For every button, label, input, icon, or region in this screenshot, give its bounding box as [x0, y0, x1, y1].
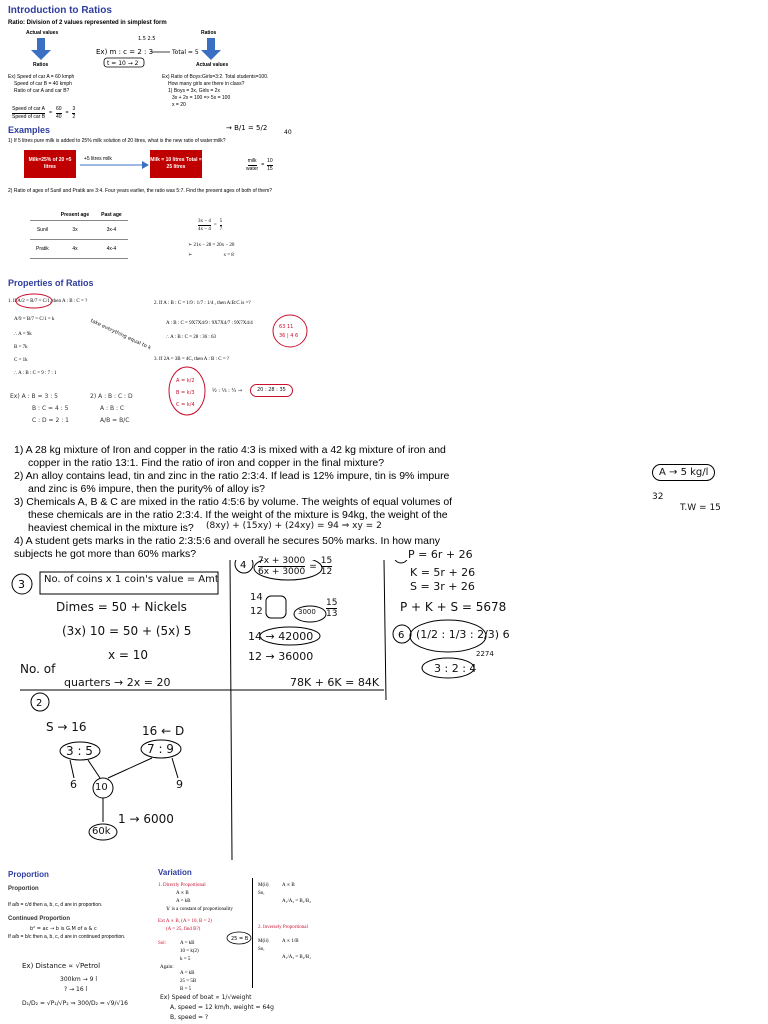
down-arrow-icon	[30, 38, 52, 60]
practice-questions	[14, 444, 694, 561]
p1-line: ∴ A : B : C = 9 : 7 : 1	[14, 371, 57, 376]
sol-line: k = 5	[180, 957, 191, 962]
table-cell: Pratik	[30, 240, 55, 259]
example1-text	[8, 74, 74, 95]
ex2-line: How many girls are there in class?	[168, 81, 245, 87]
m2-label: M(ii)	[258, 883, 269, 888]
inverse-relation: A ∝ 1/B	[282, 939, 299, 944]
table-header-cell	[30, 210, 55, 221]
ex1-line: Ex) Speed of car A = 60 kmph	[8, 74, 75, 80]
ex2-line: 3x + 2x = 100 => 5x = 100	[172, 95, 231, 101]
table-row	[30, 221, 128, 240]
handwritten-n9: 9	[176, 778, 183, 791]
solution-label: Sol:	[158, 941, 167, 946]
proportion-line: If a/b = c/d then a, b, c, d are in proportion.	[8, 902, 103, 908]
handwritten-60k: 60k	[92, 826, 111, 837]
svg-text:6: 6	[398, 630, 405, 641]
eq-numerator: 60	[56, 106, 62, 112]
handwritten-frac6: (1/2 : 1/3 : 2/3) 6	[416, 628, 510, 641]
handwritten-ratio-79: 7 : 9	[147, 742, 174, 756]
svg-text:B = k/3: B = k/3	[176, 390, 195, 396]
handwritten-speed-boat: Ex) Speed of boat ∝ 1/√weight	[160, 994, 252, 1001]
property-q3: 3. If 2A = 3B = 4C, then A : B : C = ?	[154, 357, 230, 362]
handwritten-weights-eq: (8xy) + (15xy) + (24xy) = 94 ⇒ xy = 2	[206, 521, 382, 531]
ratio-definition: Ratio: Division of 2 values represented in simplest form	[8, 20, 167, 26]
down-arrow-icon	[200, 38, 222, 60]
handwritten-speed-a: A, speed = 12 km/h, weight = 64g	[170, 1004, 274, 1011]
direct-line: 'k' is a constant of proportionality	[166, 907, 233, 912]
eq-denominator: water	[246, 166, 259, 172]
properties-title: Properties of Ratios	[8, 278, 94, 288]
svg-text:A/B = B/C: A/B = B/C	[100, 417, 130, 424]
handwritten-n10: 10	[95, 782, 108, 793]
svg-text:25 = B: 25 = B	[231, 936, 249, 942]
handwritten-n14: 14	[250, 592, 263, 603]
table-cell: 4x	[55, 240, 95, 259]
variation-title: Variation	[158, 868, 192, 877]
milk-water-ratio: $\frac{\text{milk}}{\text{water}}$ = $\frac{10}{15}$	[246, 158, 273, 172]
handwritten-gm-note: b² = ac → b is G.M of a & c	[30, 926, 97, 932]
sol-line: A = kB	[180, 941, 195, 946]
ratios-label: Ratios	[33, 62, 49, 68]
question-line: copper in the ratio 13:1. Find the ratio of iron and copper in the final mixture?	[28, 457, 385, 469]
m2-formula: A₁/A₂ = B₁/B₂	[282, 899, 311, 904]
handwritten-36000: 12 → 36000	[248, 650, 314, 663]
eq-denominator: 12	[320, 567, 333, 577]
actual-values-label: Actual values	[26, 30, 59, 36]
eq-numerator: milk	[247, 158, 257, 164]
red-note: take everything equal to k	[89, 318, 152, 352]
handwritten-coins-formula: No. of coins x 1 coin's value = Amt	[44, 574, 219, 585]
ex2-line: x = 20	[172, 102, 186, 108]
svg-text:A : B : C: A : B : C	[100, 405, 125, 412]
handwritten-324: 3 : 2 : 4	[434, 662, 477, 675]
direct-line: A ∝ B	[176, 891, 189, 896]
ex2-line: 1) Boys = 3x, Girls = 2x	[168, 88, 220, 94]
handwritten-q4-equation: $\frac{7x + 3000}{6x + 3000}$ = $\frac{15}{12}$	[258, 556, 333, 577]
handwritten-300km: 300km → 9 l	[60, 976, 98, 983]
plus-milk-label: +5 litres milk	[84, 156, 112, 162]
eq-numerator: 5	[219, 219, 223, 224]
handwritten-d1d2: D₁/D₂ = √P₁/√P₂ ⇒ 300/D₂ = √9/√16	[22, 1000, 128, 1007]
question-line: 1) A 28 kg mixture of Iron and copper in the ratio 4:3 is mixed with a 42 kg mixture of iron and	[14, 444, 446, 456]
eq-numerator: 10	[267, 158, 273, 164]
question-line: 3) Chemicals A, B & C are mixed in the ratio 4:5:6 by volume. The weights of equal volumes of	[14, 496, 453, 508]
ex2-line: Ex) Ratio of Boys:Girls=3:2. Total students=100.	[162, 74, 269, 80]
again-line: B = 5	[180, 987, 192, 992]
eq-step: 21x − 28 = 20x − 20	[193, 243, 235, 248]
eq-numerator: 3x − 4	[198, 219, 211, 224]
eq-denominator: 4x − 4	[198, 227, 211, 232]
table-row	[30, 240, 128, 259]
table-cell: 3x	[55, 221, 95, 240]
property-p1-work	[14, 316, 57, 377]
red-circle-annotation	[162, 364, 212, 416]
p1-line: C = 1k	[14, 358, 28, 363]
property-q2: 2. If A : B : C = 1/9 : 1/7 : 1/4 , then A:B:C is =?	[154, 301, 251, 306]
eq-numerator: Speed of car A	[12, 106, 45, 112]
table-cell: 3x-4	[95, 221, 128, 240]
question-line: 4) A student gets marks in the ratio 2:3:5:6 and overall he secures 50% marks. In how many	[14, 535, 441, 547]
again-label: Again:	[160, 965, 174, 970]
proportion-subtitle: Proportion	[8, 886, 39, 892]
handwritten-p5-line: P = 6r + 26	[408, 548, 473, 561]
svg-text:40: 40	[284, 129, 292, 136]
question-line: and zinc is 6% impure, then the purity% of alloy is?	[28, 483, 265, 495]
table-cell: Sunil	[30, 221, 55, 240]
svg-text:A = k/2: A = k/2	[176, 378, 195, 384]
continued-proportion-line: If a/b = b/c then a, b, c, d are in continued proportion.	[8, 934, 126, 940]
direct-example-2: (A = 25, find B?)	[166, 927, 201, 932]
example-q1: 1) If 5 litres pure milk is added to 25% milk solution of 20 litres, what is the new ratio of water:milk?	[8, 138, 226, 144]
ages-eq-step2: ➢ 21x − 28 = 20x − 20	[188, 243, 235, 248]
svg-text:Ex) A : B = 3 : 5: Ex) A : B = 3 : 5	[10, 393, 58, 400]
svg-text:1.5 2.5: 1.5 2.5	[138, 36, 156, 42]
direct-line: A = kB	[176, 899, 191, 904]
p1-line: ∴ A = 9k	[14, 332, 32, 337]
handwritten-fraction	[226, 118, 306, 144]
property-p2-line2: ∴ A : B : C = 28 : 36 : 63	[166, 335, 217, 340]
question-line: these chemicals are in the ratio 2:3:4. If the weight of the mixture is 94kg, the weight of the	[28, 509, 448, 521]
example-q2: 2) Ratio of ages of Sunil and Pratik are 3:4. Four years earlier, the ratio was 5:7. Find the present ages of both of them?	[8, 188, 273, 194]
milk-box-2: Milk = 10 litres Total = 25 litres	[150, 150, 202, 178]
handwritten-p5-line: K = 5r + 26	[410, 566, 476, 579]
ages-table	[30, 210, 128, 259]
svg-text:Total = 5: Total = 5	[172, 49, 199, 56]
table-cell: 4x-4	[95, 240, 128, 259]
svg-text:36 | 4 6: 36 | 4 6	[279, 333, 299, 339]
direct-proportional-label: 1. Directly Proportional	[158, 883, 206, 888]
handwritten-s16: S → 16	[46, 720, 87, 734]
svg-text:4: 4	[240, 560, 247, 571]
eq-denominator: 6x + 3000	[258, 567, 306, 577]
handwritten-tw: T.W = 15	[680, 503, 721, 513]
eq-numerator: 15	[320, 556, 333, 566]
svg-text:C : D = 2 : 1: C : D = 2 : 1	[32, 417, 69, 424]
eq-numerator: 3	[72, 106, 76, 112]
svg-text:C = k/4: C = k/4	[176, 402, 195, 408]
red-ratio-answer: 20 : 28 : 35	[250, 384, 293, 397]
handwritten-15-13	[326, 598, 337, 619]
m2b-so: So,	[258, 947, 265, 952]
question-line: subjects he got more than 60% marks?	[14, 548, 197, 560]
svg-text:2: 2	[36, 698, 43, 709]
table-header-cell: Past age	[95, 210, 128, 221]
sol-line: 10 = k(2)	[180, 949, 199, 954]
eq-denominator: 40	[56, 114, 62, 120]
handwritten-32: 32	[652, 492, 664, 502]
example2-text	[162, 74, 268, 109]
again-line: A = kB	[180, 971, 195, 976]
handwritten-x10: x = 10	[108, 648, 149, 662]
eq-denominator: 13	[326, 609, 338, 619]
handwritten-dimes: Dimes = 50 + Nickels	[56, 600, 187, 614]
property-q1: 1. If A/2 = B/7 = C/1, then A : B : C = ?	[8, 299, 88, 304]
handwritten-density-note: A → 5 kg/l	[652, 464, 715, 481]
m2-relation: A ∝ B	[282, 883, 295, 888]
handwritten-ratio-35: 3 : 5	[66, 744, 93, 758]
handwritten-d16: 16 ← D	[142, 724, 185, 738]
svg-text:B : C = 4 : 5: B : C = 4 : 5	[32, 405, 69, 412]
variation-divider	[252, 878, 253, 988]
proportion-title: Proportion	[8, 870, 49, 879]
ages-eq-step3: ➢ x = 8	[188, 253, 234, 258]
eq-denominator: 15	[267, 166, 273, 172]
inverse-proportional-label: 2. Inversely Proportional	[258, 925, 308, 930]
handwritten-84k: 78K + 6K = 84K	[290, 676, 380, 689]
eq-denominator: 2	[72, 114, 76, 120]
handwritten-42000: 14 → 42000	[248, 630, 314, 643]
svg-text:t = 10 → 2: t = 10 → 2	[107, 60, 139, 67]
p1-line: B = 7k	[14, 345, 28, 350]
handwritten-ratio-work	[10, 388, 160, 432]
ex1-line: Ratio of car A and car B?	[14, 88, 70, 94]
ages-equation: $\frac{3x - 4}{4x - 4}$ = $\frac{5}{7}$	[198, 219, 223, 232]
handwritten-quarters-a: No. of	[20, 662, 56, 676]
eq-numerator: 7x + 3000	[258, 556, 306, 566]
handwritten-16l: ? → 16 l	[64, 986, 88, 993]
m2b-label: M(ii)	[258, 939, 269, 944]
handwritten-quarters-b: quarters → 2x = 20	[64, 676, 171, 689]
eq-numerator: 15	[326, 598, 338, 608]
p1-line: A/9 = B/7 = C/1 = k	[14, 317, 55, 322]
milk-box-1: Milk=25% of 20 =5 litres	[24, 150, 76, 178]
handwritten-2274: 2274	[476, 650, 494, 658]
handwritten-distance-petrol: Ex) Distance ∝ √Petrol	[22, 962, 101, 970]
handwritten-p5-sum: P + K + S = 5678	[400, 600, 507, 614]
actual-values-label-right: Actual values	[196, 62, 229, 68]
examples-title: Examples	[8, 125, 51, 135]
svg-text:→ B/1 = 5/2: → B/1 = 5/2	[226, 124, 268, 132]
ex1-line: Speed of car B = 40 kmph	[14, 81, 72, 87]
svg-text:63 11: 63 11	[279, 324, 294, 330]
svg-text:2) A : B : C : D: 2) A : B : C : D	[90, 393, 133, 400]
red-circle-annotation	[270, 312, 310, 350]
handwritten-n6: 6	[70, 778, 77, 791]
inverse-formula: A₁/A₂ = B₂/B₁	[282, 955, 311, 960]
eq-step: x = 8	[223, 253, 234, 258]
handwritten-scribble	[90, 30, 200, 72]
handwritten-speed-b: B, speed = ?	[170, 1014, 209, 1021]
handwritten-n3000: 3000	[298, 608, 316, 616]
continued-proportion-title: Continued Proportion	[8, 916, 70, 922]
example1-equation: $\frac{\text{Speed of car A}}{\text{Speed of car B}}$ = $\frac{60}{40}$ = $\frac{3}{2}$	[12, 106, 76, 120]
svg-text:3: 3	[18, 578, 25, 591]
handwritten-one-6000: 1 → 6000	[118, 812, 174, 826]
handwritten-circle	[224, 930, 254, 946]
direct-example: Ext A ∝ B, (A = 10, B = 2)	[158, 919, 212, 924]
eq-denominator: Speed of car B	[12, 114, 46, 120]
m2-so: So,	[258, 891, 265, 896]
red-circle-annotation	[14, 292, 54, 310]
handwritten-p5-line: S = 3r + 26	[410, 580, 475, 593]
handwritten-dimes-eq: (3x) 10 = 50 + (5x) 5	[62, 624, 192, 638]
question-line: heaviest chemical in the mixture is?	[28, 522, 194, 534]
svg-text:Ex) m : c = 2 : 3: Ex) m : c = 2 : 3	[96, 48, 154, 56]
eq-denominator: 7	[219, 227, 223, 232]
ratios-label-right: Ratios	[201, 30, 217, 36]
red-fractions: ½ : ⅓ : ¼ →	[212, 388, 243, 394]
table-header-row	[30, 210, 128, 221]
handwritten-n12: 12	[250, 606, 263, 617]
table-header-cell: Present age	[55, 210, 95, 221]
property-p2-line1: A : B : C = 9X7X4/9 : 9X7X4/7 : 9X7X4/4	[166, 321, 253, 326]
page-title: Introduction to Ratios	[8, 5, 112, 16]
again-line: 25 = 5B	[180, 979, 197, 984]
question-line: 2) An alloy contains lead, tin and zinc in the ratio 2:3:4. If lead is 12% impure, tin is 9% impure	[14, 470, 450, 482]
